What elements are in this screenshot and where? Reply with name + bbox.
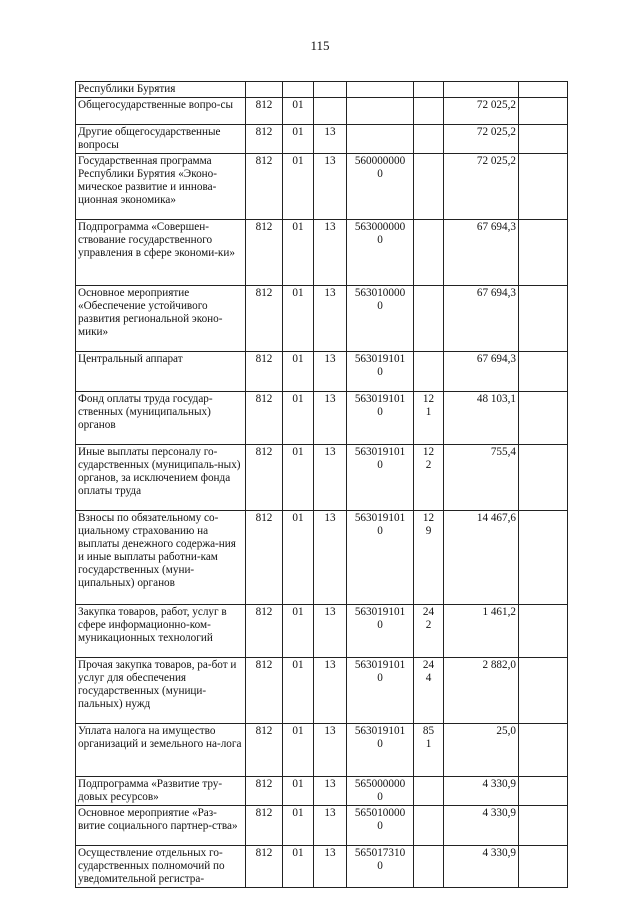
row-subsection-code: 13 xyxy=(314,445,347,511)
row-expense-type-code xyxy=(414,777,444,806)
row-amount: 14 467,6 xyxy=(444,511,519,605)
expense-type-code-line: 12 xyxy=(422,512,435,524)
expense-type-code-line: 2 xyxy=(425,619,432,631)
target-article-code-line: 0 xyxy=(377,820,383,832)
row-section-code: 01 xyxy=(283,98,314,125)
row-expense-type-code xyxy=(414,445,444,511)
target-article-code-line: 563019101 xyxy=(354,606,406,618)
target-article-code-line: 563010000 xyxy=(354,287,406,299)
row-amount: 72 025,2 xyxy=(444,154,519,220)
row-expense-type-code xyxy=(414,806,444,846)
row-target-article-code xyxy=(347,352,414,392)
row-admin-code: 812 xyxy=(246,286,283,352)
row-subsection-code: 13 xyxy=(314,777,347,806)
table-row xyxy=(76,777,568,806)
row-subsection-code: 13 xyxy=(314,806,347,846)
row-amount: 1 461,2 xyxy=(444,605,519,658)
row-amount: 4 330,9 xyxy=(444,846,519,888)
row-subsection-code: 13 xyxy=(314,846,347,888)
row-admin-code: 812 xyxy=(246,658,283,724)
row-expense-type-code xyxy=(414,658,444,724)
row-amount: 25,0 xyxy=(444,724,519,777)
target-article-code-line: 0 xyxy=(377,525,383,537)
row-admin-code xyxy=(246,82,283,98)
row-description: Основное мероприятие «Раз-витие социального партнер-ства» xyxy=(76,806,246,846)
row-admin-code: 812 xyxy=(246,777,283,806)
row-subsection-code: 13 xyxy=(314,352,347,392)
expense-type-code-line: 1 xyxy=(425,738,432,750)
row-target-article-code xyxy=(347,98,414,125)
expense-type-code-line: 9 xyxy=(425,525,432,537)
target-article-code-line: 0 xyxy=(377,234,383,246)
table-row xyxy=(76,806,568,846)
row-admin-code: 812 xyxy=(246,352,283,392)
row-target-article-code xyxy=(347,724,414,777)
target-article-code-line: 565010000 xyxy=(354,807,406,819)
target-article-code-line: 565000000 xyxy=(354,778,406,790)
row-target-article-code xyxy=(347,220,414,286)
row-extra xyxy=(519,154,568,220)
row-section-code: 01 xyxy=(283,658,314,724)
row-extra xyxy=(519,392,568,445)
row-amount: 48 103,1 xyxy=(444,392,519,445)
row-expense-type-code xyxy=(414,352,444,392)
row-amount: 72 025,2 xyxy=(444,98,519,125)
row-section-code: 01 xyxy=(283,724,314,777)
row-description: Взносы по обязательному со-циальному страхованию на выплаты денежного содержа-ния и иные выплаты работни-кам государственных (муни-ципальных) органов xyxy=(76,511,246,605)
row-description: Уплата налога на имущество организаций и земельного на-лога xyxy=(76,724,246,777)
table-row xyxy=(76,445,568,511)
row-description: Фонд оплаты труда государ-ственных (муниципальных) органов xyxy=(76,392,246,445)
target-article-code-line: 0 xyxy=(377,672,383,684)
row-description: Иные выплаты персоналу го-сударственных (муниципаль-ных) органов, за исключением фонда оплаты труда xyxy=(76,445,246,511)
row-amount: 67 694,3 xyxy=(444,220,519,286)
row-amount: 4 330,9 xyxy=(444,777,519,806)
row-description: Основное мероприятие «Обеспечение устойчивого развития региональной эконо-мики» xyxy=(76,286,246,352)
row-description: Центральный аппарат xyxy=(76,352,246,392)
row-expense-type-code xyxy=(414,605,444,658)
row-target-article-code xyxy=(347,445,414,511)
row-subsection-code xyxy=(314,82,347,98)
row-target-article-code xyxy=(347,392,414,445)
target-article-code-line: 565017310 xyxy=(354,847,406,859)
target-article-code-line: 0 xyxy=(377,366,383,378)
row-amount: 755,4 xyxy=(444,445,519,511)
row-subsection-code: 13 xyxy=(314,125,347,154)
row-target-article-code xyxy=(347,154,414,220)
row-extra xyxy=(519,658,568,724)
row-target-article-code xyxy=(347,806,414,846)
row-description: Осуществление отдельных го-сударственных полномочий по уведомительной регистра- xyxy=(76,846,246,888)
row-extra xyxy=(519,352,568,392)
row-description: Другие общегосударственные вопросы xyxy=(76,125,246,154)
row-amount: 4 330,9 xyxy=(444,806,519,846)
row-extra xyxy=(519,220,568,286)
target-article-code-line: 563019101 xyxy=(354,659,406,671)
table-row xyxy=(76,154,568,220)
table-row xyxy=(76,286,568,352)
target-article-code-line: 0 xyxy=(377,168,383,180)
row-extra xyxy=(519,98,568,125)
table-row xyxy=(76,352,568,392)
row-description: Общегосударственные вопро-сы xyxy=(76,98,246,125)
table-row xyxy=(76,511,568,605)
row-admin-code: 812 xyxy=(246,605,283,658)
table-row xyxy=(76,125,568,154)
target-article-code-line: 563019101 xyxy=(354,512,406,524)
row-target-article-code xyxy=(347,286,414,352)
row-extra xyxy=(519,605,568,658)
row-extra xyxy=(519,286,568,352)
table-row xyxy=(76,82,568,98)
target-article-code-line: 563019101 xyxy=(354,446,406,458)
row-description: Подпрограмма «Развитие тру-довых ресурсов» xyxy=(76,777,246,806)
row-expense-type-code xyxy=(414,154,444,220)
table-row xyxy=(76,658,568,724)
budget-table xyxy=(75,81,568,888)
row-section-code xyxy=(283,82,314,98)
expense-type-code-line: 24 xyxy=(422,659,435,671)
row-target-article-code xyxy=(347,82,414,98)
table-row xyxy=(76,220,568,286)
budget-table-body xyxy=(76,82,568,888)
row-description: Подпрограмма «Совершен-ствование государственного управления в сфере экономи-ки» xyxy=(76,220,246,286)
row-extra xyxy=(519,846,568,888)
row-subsection-code xyxy=(314,98,347,125)
expense-type-code-line: 24 xyxy=(422,606,435,618)
row-subsection-code: 13 xyxy=(314,220,347,286)
row-extra xyxy=(519,724,568,777)
row-extra xyxy=(519,511,568,605)
row-subsection-code: 13 xyxy=(314,154,347,220)
row-expense-type-code xyxy=(414,220,444,286)
row-description: Республики Бурятия xyxy=(76,82,246,98)
row-target-article-code xyxy=(347,846,414,888)
row-section-code: 01 xyxy=(283,352,314,392)
row-section-code: 01 xyxy=(283,154,314,220)
row-extra xyxy=(519,445,568,511)
expense-type-code-line: 12 xyxy=(422,393,435,405)
row-admin-code: 812 xyxy=(246,511,283,605)
target-article-code-line: 0 xyxy=(377,619,383,631)
row-target-article-code xyxy=(347,658,414,724)
row-amount: 72 025,2 xyxy=(444,125,519,154)
target-article-code-line: 0 xyxy=(377,459,383,471)
row-target-article-code xyxy=(347,511,414,605)
row-section-code: 01 xyxy=(283,286,314,352)
row-subsection-code: 13 xyxy=(314,286,347,352)
expense-type-code-line: 2 xyxy=(425,459,432,471)
row-amount: 67 694,3 xyxy=(444,352,519,392)
row-section-code: 01 xyxy=(283,392,314,445)
row-subsection-code: 13 xyxy=(314,511,347,605)
row-admin-code: 812 xyxy=(246,220,283,286)
row-subsection-code: 13 xyxy=(314,724,347,777)
row-extra xyxy=(519,777,568,806)
target-article-code-line: 0 xyxy=(377,791,383,803)
page-number: 115 xyxy=(310,38,330,53)
row-admin-code: 812 xyxy=(246,806,283,846)
row-target-article-code xyxy=(347,605,414,658)
row-extra xyxy=(519,125,568,154)
row-section-code: 01 xyxy=(283,125,314,154)
row-section-code: 01 xyxy=(283,605,314,658)
target-article-code-line: 563000000 xyxy=(354,221,406,233)
row-section-code: 01 xyxy=(283,846,314,888)
row-expense-type-code xyxy=(414,392,444,445)
table-row xyxy=(76,724,568,777)
row-expense-type-code xyxy=(414,846,444,888)
row-description: Прочая закупка товаров, ра-бот и услуг для обеспечения государственных (муници-пальных) нужд xyxy=(76,658,246,724)
target-article-code-line: 563019101 xyxy=(354,725,406,737)
row-admin-code: 812 xyxy=(246,392,283,445)
row-expense-type-code xyxy=(414,286,444,352)
table-row xyxy=(76,605,568,658)
row-section-code: 01 xyxy=(283,511,314,605)
row-description: Государственная программа Республики Бурятия «Эконо-мическое развитие и иннова-ционная экономика» xyxy=(76,154,246,220)
row-expense-type-code xyxy=(414,82,444,98)
row-description: Закупка товаров, работ, услуг в сфере информационно-ком-муникационных технологий xyxy=(76,605,246,658)
row-expense-type-code xyxy=(414,98,444,125)
target-article-code-line: 563019101 xyxy=(354,353,406,365)
expense-type-code-line: 12 xyxy=(422,446,435,458)
row-expense-type-code xyxy=(414,511,444,605)
row-admin-code: 812 xyxy=(246,724,283,777)
row-extra xyxy=(519,806,568,846)
row-admin-code: 812 xyxy=(246,98,283,125)
row-amount xyxy=(444,82,519,98)
row-extra xyxy=(519,82,568,98)
expense-type-code-line: 85 xyxy=(422,725,435,737)
row-amount: 67 694,3 xyxy=(444,286,519,352)
row-expense-type-code xyxy=(414,125,444,154)
target-article-code-line: 0 xyxy=(377,738,383,750)
row-section-code: 01 xyxy=(283,806,314,846)
row-section-code: 01 xyxy=(283,777,314,806)
row-amount: 2 882,0 xyxy=(444,658,519,724)
expense-type-code-line: 4 xyxy=(425,672,432,684)
table-row xyxy=(76,846,568,888)
target-article-code-line: 0 xyxy=(377,406,383,418)
row-subsection-code: 13 xyxy=(314,658,347,724)
target-article-code-line: 563019101 xyxy=(354,393,406,405)
row-subsection-code: 13 xyxy=(314,605,347,658)
target-article-code-line: 0 xyxy=(377,860,383,872)
row-section-code: 01 xyxy=(283,445,314,511)
row-admin-code: 812 xyxy=(246,846,283,888)
row-admin-code: 812 xyxy=(246,154,283,220)
row-admin-code: 812 xyxy=(246,125,283,154)
row-section-code: 01 xyxy=(283,220,314,286)
table-row xyxy=(76,392,568,445)
row-target-article-code xyxy=(347,125,414,154)
row-admin-code: 812 xyxy=(246,445,283,511)
row-target-article-code xyxy=(347,777,414,806)
table-row xyxy=(76,98,568,125)
row-expense-type-code xyxy=(414,724,444,777)
target-article-code-line: 560000000 xyxy=(354,155,406,167)
row-subsection-code: 13 xyxy=(314,392,347,445)
expense-type-code-line: 1 xyxy=(425,406,432,418)
target-article-code-line: 0 xyxy=(377,300,383,312)
